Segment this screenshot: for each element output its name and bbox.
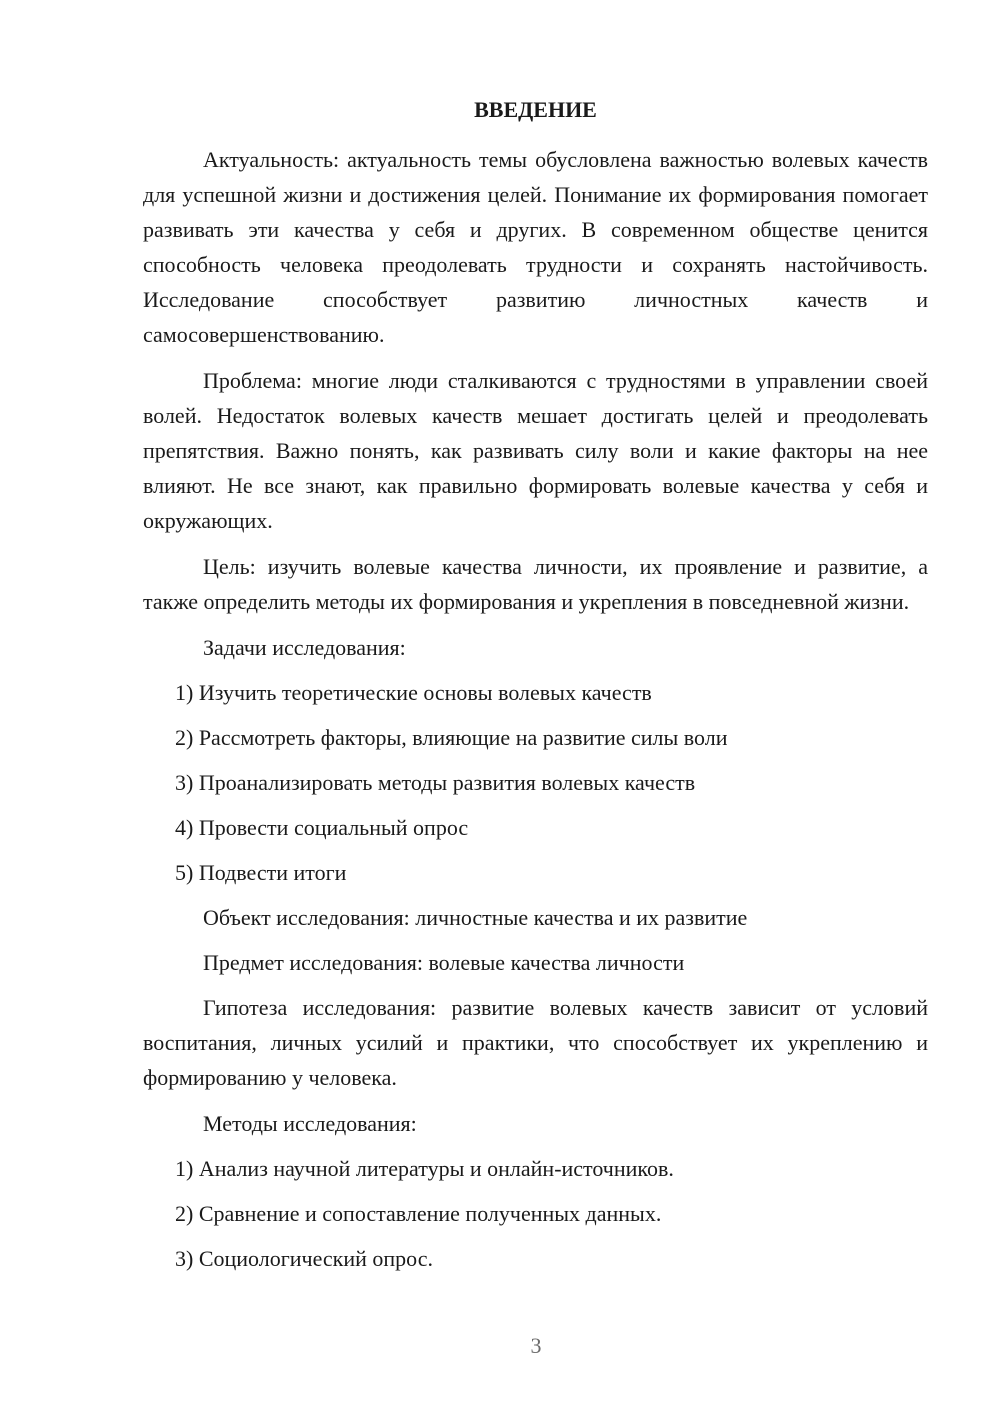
problem-paragraph: Проблема: многие люди сталкиваются с трудностями в управлении своей волей. Недостаток волевых качеств мешает достигать целей и преодолевать препятствия. Важно понять, как развивать силу воли и какие факторы на нее влияют. Не все знают, как правильно формировать волевые качества у себя и окружающих. (143, 368, 928, 533)
method-item: 2) Сравнение и сопоставление полученных данных. (175, 1201, 662, 1226)
task-item: 3) Проанализировать методы развития волевых качеств (175, 770, 696, 795)
method-item: 3) Социологический опрос. (175, 1246, 433, 1271)
relevance-paragraph: Актуальность: актуальность темы обусловлена важностью волевых качеств для успешной жизни и достижения целей. Понимание их формирования помогает развивать эти качества у себя и других. В современном обществе ценится способность человека преодолевать трудности и сохранять настойчивость. Исследование способствует развитию личностных качеств и самосовершенствованию. (143, 147, 928, 347)
page-number: 3 (530, 1333, 542, 1358)
goal-paragraph: Цель: изучить волевые качества личности, их проявление и развитие, а также определить методы их формирования и укрепления в повседневной жизни. (143, 554, 928, 614)
task-item: 1) Изучить теоретические основы волевых качеств (175, 680, 652, 705)
research-subject: Предмет исследования: волевые качества личности (203, 950, 685, 975)
task-item: 2) Рассмотреть факторы, влияющие на развитие силы воли (175, 725, 728, 750)
task-item: 5) Подвести итоги (175, 860, 347, 885)
hypothesis-paragraph: Гипотеза исследования: развитие волевых качеств зависит от условий воспитания, личных усилий и практики, что способствует их укреплению и формированию у человека. (143, 995, 928, 1090)
task-item: 4) Провести социальный опрос (175, 815, 469, 840)
research-object: Объект исследования: личностные качества и их развитие (203, 905, 748, 930)
methods-heading: Методы исследования: (203, 1111, 417, 1136)
section-heading: ВВЕДЕНИЕ (474, 97, 597, 122)
page-content (143, 92, 928, 1286)
tasks-heading: Задачи исследования: (203, 635, 406, 660)
method-item: 1) Анализ научной литературы и онлайн-источников. (175, 1156, 674, 1181)
